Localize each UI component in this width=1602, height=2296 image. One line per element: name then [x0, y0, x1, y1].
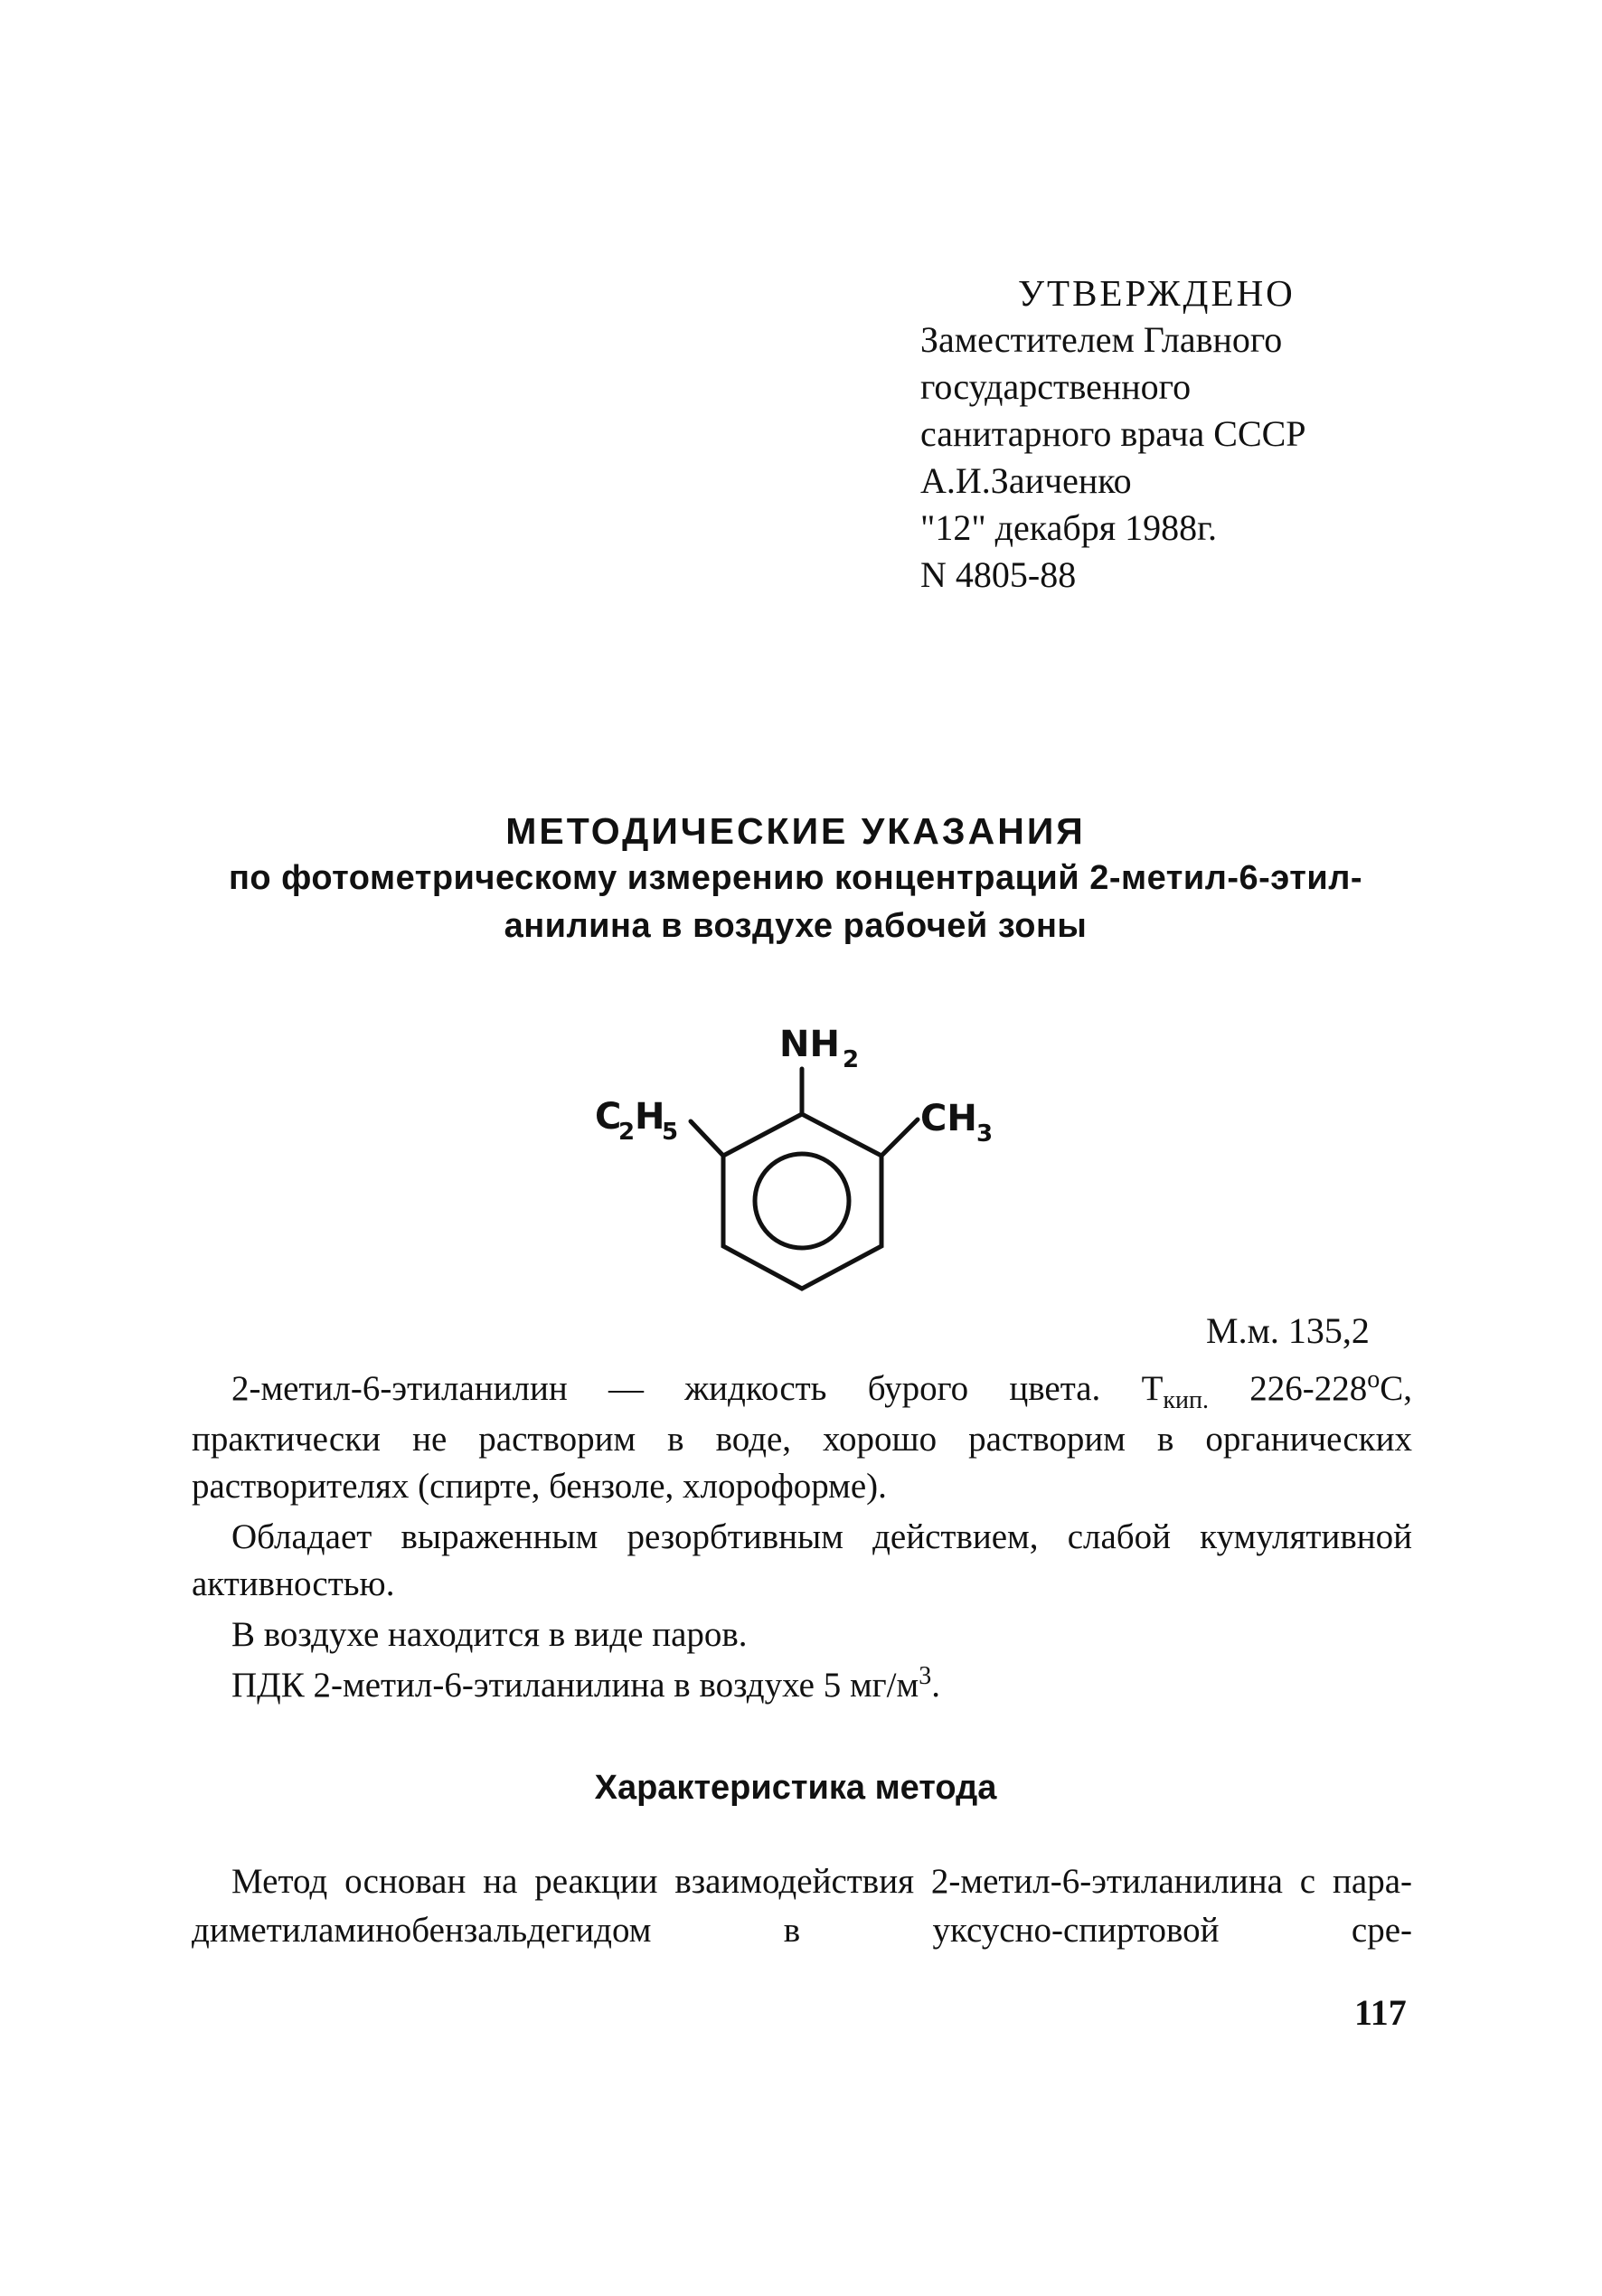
- methyl-index: 3: [976, 1120, 994, 1148]
- approval-line: Заместителем Главного: [920, 319, 1283, 360]
- approval-number: N 4805-88: [920, 554, 1077, 595]
- aromatic-circle: [755, 1154, 849, 1248]
- approval-line: санитарного врача СССР: [920, 413, 1306, 454]
- page-number: 117: [1354, 1992, 1407, 2033]
- description-paragraph: В воздухе находится в виде паров.: [231, 1615, 748, 1654]
- nh2-index: 2: [843, 1046, 860, 1073]
- method-paragraph: Метод основан на реакции взаимодействия 2-метил-6-этиланилина с пара-диметиламинобензальдегидом в уксусно-спиртовой сре-: [192, 1862, 1412, 1950]
- methyl-label: CH: [920, 1098, 977, 1139]
- description-text: .: [931, 1666, 940, 1705]
- cubic-superscript: 3: [919, 1662, 932, 1690]
- molar-mass: М.м. 135,2: [1206, 1310, 1370, 1351]
- approval-heading: УТВЕРЖДЕНО: [1018, 272, 1296, 314]
- description-paragraph: [192, 1662, 1412, 1713]
- ethyl-c-index: 2: [618, 1119, 636, 1146]
- ethyl-h-label: H: [635, 1096, 665, 1138]
- bond-methyl: [881, 1120, 918, 1156]
- description-text: 2-метил-6-этиланилин — жидкость бурого цвета. Т: [231, 1369, 1164, 1408]
- description-paragraph: Обладает выраженным резорбтивным действием, слабой кумулятивной активностью.: [192, 1517, 1412, 1603]
- degree-superscript: о: [1367, 1365, 1381, 1394]
- description-text: 226-228: [1208, 1369, 1368, 1408]
- nh2-label: NH: [779, 1024, 840, 1065]
- boiling-point-subscript: кип.: [1163, 1386, 1209, 1414]
- section-heading: Характеристика метода: [594, 1769, 997, 1807]
- approval-signatory: А.И.Заиченко: [920, 460, 1132, 501]
- ethyl-h-index: 5: [662, 1119, 679, 1146]
- approval-date: "12" декабря 1988г.: [920, 507, 1217, 548]
- ethyl-c-label: C: [595, 1096, 622, 1138]
- substance-description: [192, 1365, 1412, 1716]
- approval-stamp: [920, 269, 1427, 599]
- document-title-block: [181, 808, 1410, 950]
- benzene-ring: [723, 1114, 881, 1289]
- description-paragraph: [192, 1365, 1412, 1510]
- approval-line: государственного: [920, 366, 1192, 407]
- description-text: ПДК 2-метил-6-этиланилина в воздухе 5 мг/м: [231, 1666, 919, 1705]
- description-text: С, практически не растворим в воде, хорошо растворим в органических растворителях (спирте, бензоле, хлороформе).: [192, 1369, 1412, 1506]
- document-subtitle-line: по фотометрическому измерению концентраций 2-метил-6-этил-: [228, 859, 1363, 897]
- method-description: [192, 1857, 1412, 1955]
- document-title: МЕТОДИЧЕСКИЕ УКАЗАНИЯ: [505, 810, 1086, 852]
- document-subtitle-line: анилина в воздухе рабочей зоны: [504, 907, 1088, 945]
- bond-ethyl: [691, 1121, 723, 1156]
- chemical-structure: [579, 1013, 1049, 1311]
